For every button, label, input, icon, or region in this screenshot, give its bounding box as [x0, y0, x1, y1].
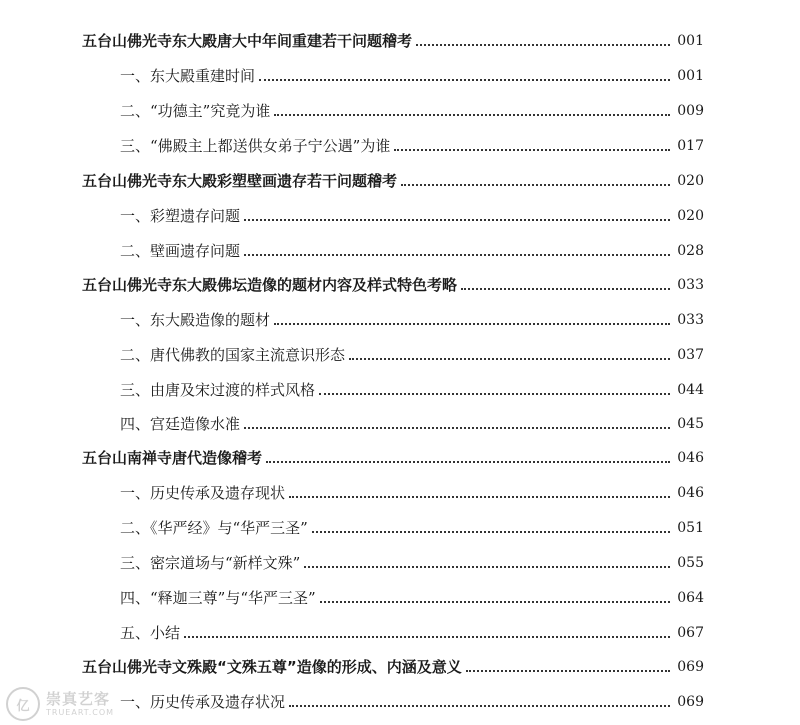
toc-entry: [120, 478, 704, 504]
toc-entry-title: 五台山佛光寺东大殿彩塑壁画遗存若干问题稽考: [82, 172, 398, 190]
dot-leader: [184, 636, 670, 638]
toc-entry: [82, 26, 704, 52]
dot-leader: [304, 566, 670, 568]
toc-entry: [120, 583, 704, 609]
toc-entry-page: 033: [677, 277, 704, 293]
watermark-text: [46, 689, 115, 717]
toc-entry-page: 069: [677, 694, 704, 710]
toc-entry-title: 二、唐代佛教的国家主流意识形态: [120, 346, 346, 364]
dot-leader: [274, 114, 670, 116]
dot-leader: [289, 496, 670, 498]
toc-entry: [120, 687, 704, 713]
toc-entry-title: 一、彩塑遗存问题: [120, 207, 241, 225]
toc-entry: [120, 61, 704, 87]
toc-entry-title: 五台山佛光寺文殊殿“文殊五尊”造像的形成、内涵及意义: [82, 658, 462, 676]
watermark-logo-icon: 亿: [6, 687, 40, 721]
dot-leader: [274, 323, 670, 325]
toc-entry-title: 三、密宗道场与“新样文殊”: [120, 554, 301, 572]
dot-leader: [461, 288, 670, 290]
toc-entry-title: 二、《华严经》与“华严三圣”: [120, 519, 308, 537]
toc-entry-title: 一、东大殿重建时间: [120, 67, 256, 85]
toc-entry-title: 五台山佛光寺东大殿唐大中年间重建若干问题稽考: [82, 32, 413, 50]
toc-entry-title: 二、“功德主”究竟为谁: [120, 102, 271, 120]
toc-entry: [120, 375, 704, 401]
toc-entry-page: 009: [677, 103, 704, 119]
toc-entry-page: 046: [677, 485, 704, 501]
toc-entry: [120, 201, 704, 227]
toc-entry-page: 064: [677, 590, 704, 606]
toc-entry-page: 067: [677, 625, 704, 641]
dot-leader: [349, 358, 670, 360]
toc-entry-title: 三、“佛殿主上都送供女弟子宁公遇”为谁: [120, 137, 391, 155]
toc-entry-page: 020: [677, 208, 704, 224]
dot-leader: [259, 79, 670, 81]
toc-entry: [120, 513, 704, 539]
toc-entry-page: 069: [677, 659, 704, 675]
dot-leader: [244, 219, 670, 221]
toc-entry: [120, 236, 704, 262]
toc-entry-page: 033: [677, 312, 704, 328]
toc-entry-page: 037: [677, 347, 704, 363]
toc-entry: [82, 166, 704, 192]
toc-entry-page: 017: [677, 138, 704, 154]
toc-entry: [82, 652, 704, 678]
dot-leader: [466, 670, 670, 672]
toc-entry-title: 一、历史传承及遗存状况: [120, 693, 286, 711]
toc-entry: [120, 548, 704, 574]
dot-leader: [394, 149, 670, 151]
dot-leader: [319, 393, 670, 395]
toc-entry-page: 045: [677, 416, 704, 432]
toc-entry-page: 001: [677, 33, 704, 49]
toc-entry-page: 051: [677, 520, 704, 536]
toc-entry-title: 五台山佛光寺东大殿佛坛造像的题材内容及样式特色考略: [82, 276, 458, 294]
toc-entry-title: 五、小结: [120, 624, 181, 642]
toc-entry-page: 044: [677, 382, 704, 398]
toc-entry: [82, 443, 704, 469]
dot-leader: [244, 254, 670, 256]
watermark-chinese: 崇真艺客: [46, 689, 111, 708]
toc-entry-title: 四、宫廷造像水准: [120, 415, 241, 433]
toc-entry: [120, 96, 704, 122]
toc-entry-title: 二、壁画遗存问题: [120, 242, 241, 260]
dot-leader: [416, 44, 670, 46]
watermark: [6, 687, 114, 721]
toc-entry-page: 028: [677, 243, 704, 259]
dot-leader: [401, 184, 670, 186]
dot-leader: [266, 461, 670, 463]
dot-leader: [289, 705, 670, 707]
dot-leader: [244, 427, 670, 429]
toc-entry-title: 三、由唐及宋过渡的样式风格: [120, 381, 316, 399]
watermark-english: TRUEART.COM: [46, 707, 115, 717]
toc-entry-title: 四、“释迦三尊”与“华严三圣”: [120, 589, 316, 607]
toc-entry-page: 055: [677, 555, 704, 571]
toc-entry-title: 一、东大殿造像的题材: [120, 311, 271, 329]
toc-entry: [120, 305, 704, 331]
toc-entry: [82, 270, 704, 296]
toc-entry: [120, 618, 704, 644]
toc-entry-page: 020: [677, 173, 704, 189]
toc-entry-title: 五台山南禅寺唐代造像稽考: [82, 449, 263, 467]
dot-leader: [312, 531, 670, 533]
toc-entry-page: 046: [677, 450, 704, 466]
toc-entry-page: 001: [677, 68, 704, 84]
toc-entry: [120, 131, 704, 157]
toc-entry: [120, 340, 704, 366]
toc-entry-title: 一、历史传承及遗存现状: [120, 484, 286, 502]
dot-leader: [320, 601, 670, 603]
toc-entry: [120, 409, 704, 435]
